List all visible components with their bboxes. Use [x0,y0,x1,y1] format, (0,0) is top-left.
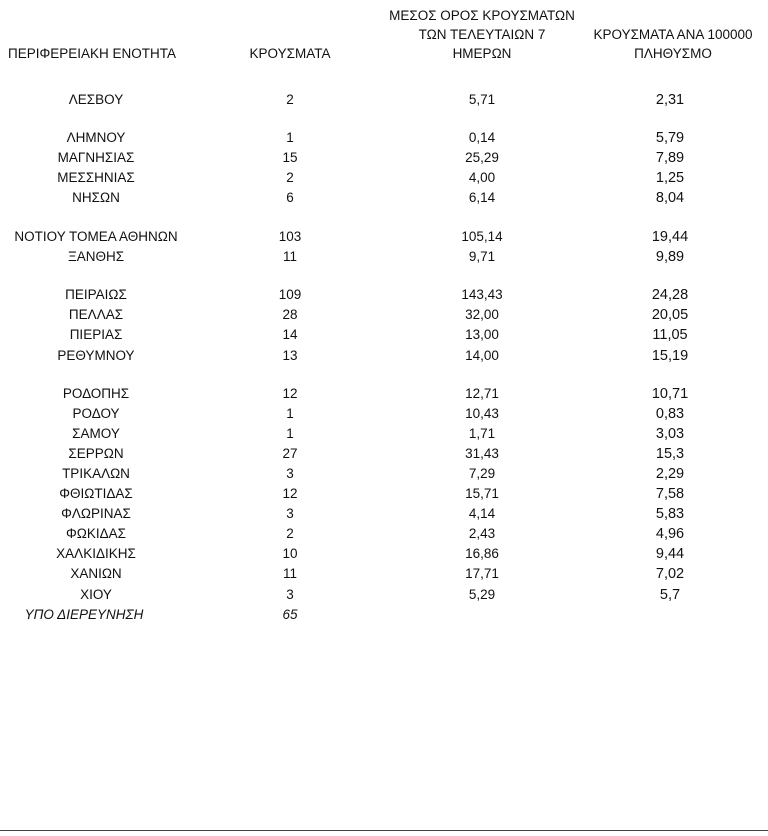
region-cell: ΦΛΩΡΙΝΑΣ [61,506,131,521]
cases-cell: 3 [286,466,294,481]
cases-cell: 103 [278,229,302,244]
region-cell: ΦΘΙΩΤΙΔΑΣ [59,486,133,501]
cases-cell: 11 [282,566,297,581]
table-row [0,585,768,605]
per-100000-cell: 5,7 [659,587,681,603]
cases-cell: 12 [282,386,298,401]
per-100000-cell: 2,31 [655,92,685,108]
header-avg-line: ΗΜΕΡΩΝ [452,46,512,61]
region-cell: ΠΕΛΛΑΣ [68,307,124,322]
avg-cell: 32,00 [465,307,499,322]
per-100000-cell: 19,44 [651,229,689,245]
avg-cell: 105,14 [461,229,503,244]
avg-cell: 7,29 [468,466,496,481]
per-100000-cell: 8,04 [655,190,685,206]
table-row [0,227,768,247]
region-cell: ΥΠΟ ΔΙΕΡΕΥΝΗΣΗ [24,607,144,622]
per-100000-cell: 11,05 [652,327,688,343]
cases-cell: 10 [282,546,298,561]
cases-cell: 3 [286,587,294,602]
avg-cell: 9,71 [468,249,496,264]
table-row [0,424,768,444]
cases-cell: 65 [282,607,298,622]
region-cell: ΠΕΙΡΑΙΩΣ [65,287,127,302]
cases-cell: 15 [282,150,298,165]
avg-cell: 12,71 [465,386,499,401]
table-row [0,384,768,404]
region-cell: ΞΑΝΘΗΣ [67,249,125,264]
avg-cell: 14,00 [465,348,499,363]
header-cases-label: ΚΡΟΥΣΜΑΤΑ [249,46,331,61]
region-cell: ΡΟΔΟΠΗΣ [62,386,130,401]
header-per-line: ΠΛΗΘΥΣΜΟ [634,46,712,61]
avg-cell: 13,00 [465,327,499,342]
region-cell: ΧΙΟΥ [80,587,112,602]
cases-cell: 2 [286,526,294,541]
per-100000-cell: 3,03 [655,426,685,442]
table-row-under-investigation [0,605,768,625]
avg-cell: 16,86 [465,546,499,561]
per-100000-cell: 9,44 [655,546,685,562]
cases-cell: 1 [286,426,294,441]
table-row [0,484,768,504]
avg-cell: 0,14 [468,130,496,145]
bottom-divider [0,830,768,831]
avg-cell: 2,43 [468,526,496,541]
region-cell: ΜΑΓΝΗΣΙΑΣ [57,150,135,165]
avg-cell: 10,43 [465,406,499,421]
region-cell: ΧΑΛΚΙΔΙΚΗΣ [56,546,136,561]
table-row [0,544,768,564]
per-100000-cell: 7,58 [655,486,685,502]
per-100000-cell: 20,05 [651,307,689,323]
region-cell: ΦΩΚΙΔΑΣ [66,526,126,541]
table-row [0,90,768,110]
table-row [0,285,768,305]
table-row [0,564,768,584]
cases-cell: 14 [282,327,298,342]
region-cell: ΝΗΣΩΝ [72,190,120,205]
header-per-line: ΚΡΟΥΣΜΑΤΑ ΑΝΑ 100000 [593,27,753,42]
table-row [0,464,768,484]
avg-cell: 5,71 [468,92,496,107]
avg-cell: 25,29 [465,150,499,165]
table-row [0,128,768,148]
cases-cell: 12 [282,486,298,501]
header-avg-line: ΤΩΝ ΤΕΛΕΥΤΑΙΩΝ 7 [418,27,546,42]
per-100000-cell: 1,25 [655,170,685,186]
cases-cell: 1 [286,130,294,145]
table-row [0,168,768,188]
per-100000-cell: 7,89 [655,150,685,166]
header-region-label: ΠΕΡΙΦΕΡΕΙΑΚΗ ΕΝΟΤΗΤΑ [8,46,177,61]
table-row [0,247,768,267]
region-cell: ΛΗΜΝΟΥ [66,130,126,145]
avg-cell: 5,29 [468,587,496,602]
cases-cell: 3 [286,506,294,521]
cases-cell: 27 [282,446,298,461]
cases-cell: 13 [282,348,298,363]
table-row [0,148,768,168]
per-100000-cell: 24,28 [651,287,689,303]
table-row [0,346,768,366]
region-cell: ΣΕΡΡΩΝ [68,446,124,461]
per-100000-cell: 15,19 [651,348,689,364]
per-100000-cell: 15,3 [655,446,685,462]
avg-cell: 143,43 [461,287,503,302]
avg-cell: 15,71 [465,486,499,501]
region-cell: ΜΕΣΣΗΝΙΑΣ [57,170,135,185]
region-cell: ΣΑΜΟΥ [72,426,120,441]
avg-cell: 6,14 [468,190,496,205]
avg-cell: 4,14 [468,506,496,521]
table-row [0,504,768,524]
cases-cell: 109 [278,287,302,302]
cases-cell: 28 [282,307,298,322]
cases-cell: 2 [286,170,294,185]
table-row [0,305,768,325]
table-row [0,188,768,208]
table-row [0,524,768,544]
per-100000-cell: 4,96 [655,526,685,542]
region-cell: ΤΡΙΚΑΛΩΝ [62,466,130,481]
avg-cell: 31,43 [465,446,499,461]
avg-cell: 17,71 [465,566,499,581]
avg-cell: 1,71 [468,426,496,441]
per-100000-cell: 2,29 [655,466,685,482]
per-100000-cell: 9,89 [655,249,685,265]
cases-cell: 1 [286,406,294,421]
per-100000-cell: 5,83 [655,506,685,522]
header-avg-line: ΜΕΣΟΣ ΟΡΟΣ ΚΡΟΥΣΜΑΤΩΝ [389,8,575,23]
per-100000-cell: 0,83 [655,406,685,422]
region-cell: ΧΑΝΙΩΝ [70,566,122,581]
region-cell: ΡΕΘΥΜΝΟΥ [57,348,135,363]
cases-cell: 6 [286,190,294,205]
avg-cell: 4,00 [468,170,496,185]
table-row [0,404,768,424]
region-cell: ΠΙΕΡΙΑΣ [69,327,123,342]
region-cell: ΛΕΣΒΟΥ [68,92,124,107]
cases-cell: 2 [286,92,294,107]
per-100000-cell: 7,02 [655,566,685,582]
table-row [0,444,768,464]
cases-cell: 11 [282,249,297,264]
table-row [0,325,768,345]
region-cell: ΝΟΤΙΟΥ ΤΟΜΕΑ ΑΘΗΝΩΝ [14,229,178,244]
per-100000-cell: 10,71 [651,386,689,402]
per-100000-cell: 5,79 [655,130,685,146]
region-cell: ΡΟΔΟΥ [72,406,120,421]
